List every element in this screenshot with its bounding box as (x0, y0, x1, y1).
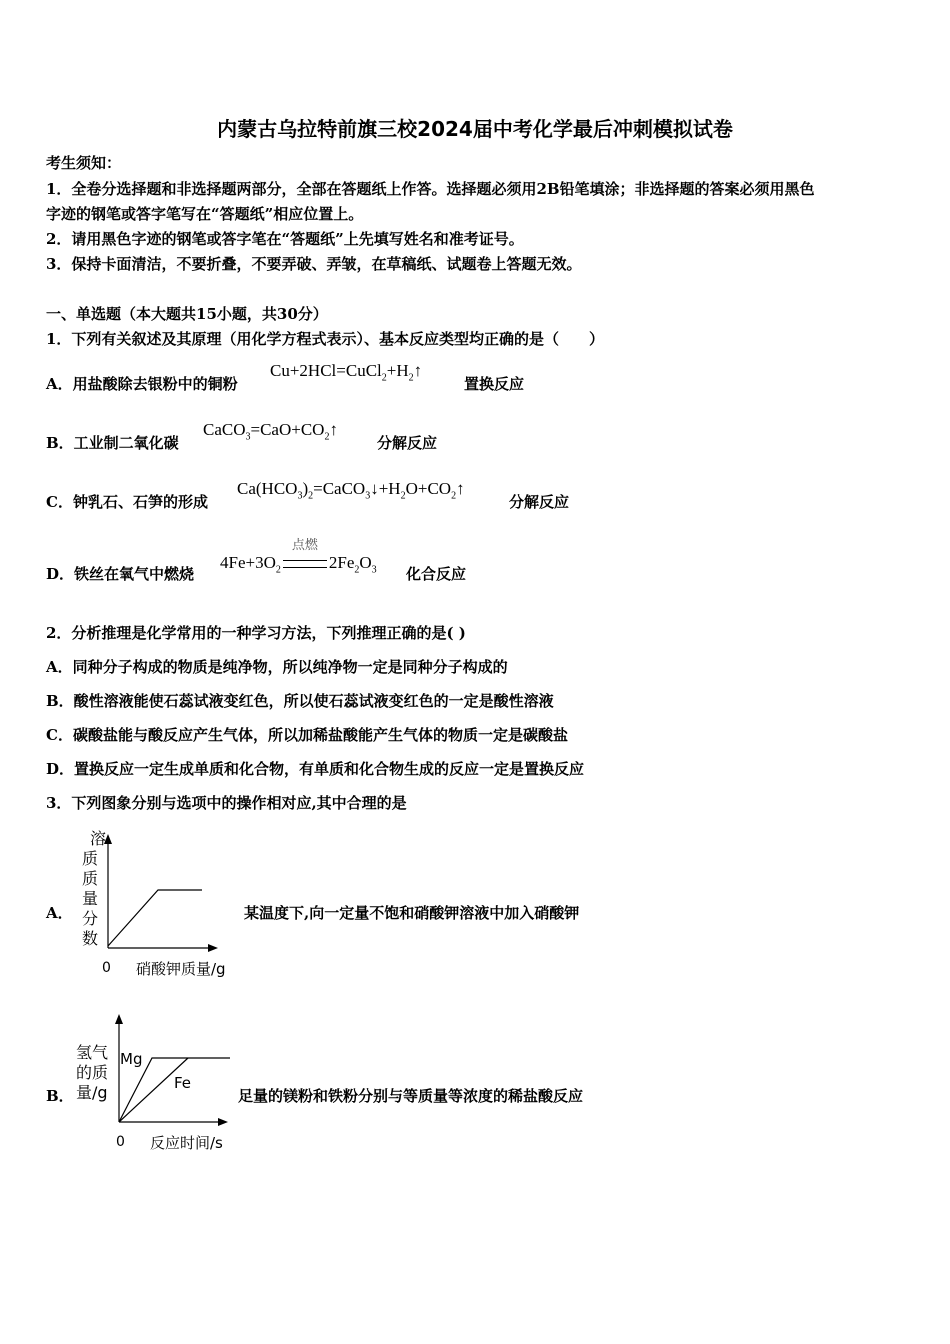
notice-item-2: 2．请用黑色字迹的钢笔或答字笔在“答题纸”上先填写姓名和准考证号。 (46, 230, 524, 248)
q1-option-a-equation: $Cu+2HCl=CuCl_2+H_2↑$ (270, 361, 423, 384)
notice-item-1-cont: 字迹的钢笔或答字笔写在“答题纸”相应位置上。 (46, 205, 364, 223)
q3-option-b-text: 足量的镁粉和铁粉分别与等质量等浓度的稀盐酸反应 (238, 1087, 584, 1105)
graph-a-ylabel-2: 质 (82, 849, 99, 868)
graph-a-ylabel-4: 量 (82, 889, 99, 908)
graph-a-curve (108, 890, 202, 946)
graph-a-ylabel-6: 数 (82, 929, 99, 948)
q3-option-a-letter: A． (46, 904, 73, 922)
q2-option-c: C．碳酸盐能与酸反应产生气体，所以加稀盐酸能产生气体的物质一定是碳酸盐 (46, 726, 568, 744)
page-title: 内蒙古乌拉特前旗三校2024届中考化学最后冲刺模拟试卷 (217, 117, 733, 141)
graph-a-ylabel-5: 分 (82, 909, 99, 928)
graph-b-x-arrow (218, 1118, 228, 1126)
q2-option-a: A．同种分子构成的物质是纯净物，所以纯净物一定是同种分子构成的 (46, 658, 508, 676)
q3-option-b-graph (72, 1008, 238, 1156)
q1-option-c-type: 分解反应 (509, 493, 570, 511)
graph-a-ylabel-3: 质 (82, 869, 99, 888)
q1-option-a-type: 置换反应 (464, 375, 525, 393)
q1-option-b-type: 分解反应 (377, 434, 438, 452)
graph-a-x-arrow (208, 944, 218, 952)
graph-b-y-arrow (115, 1014, 123, 1024)
graph-b-origin: 0 (116, 1134, 125, 1150)
q1-option-a (46, 373, 238, 394)
notice-item-1: 1．全卷分选择题和非选择题两部分，全部在答题纸上作答。选择题必须用2B铅笔填涂；非选择题的答案必须用黑色 (46, 180, 815, 198)
graph-b-ylabel-2: 的质 (76, 1063, 109, 1082)
q2-stem: 2．分析推理是化学常用的一种学习方法，下列推理正确的是( ) (46, 624, 466, 642)
graph-b-ylabel-3: 量/g (76, 1083, 108, 1102)
q2-option-d: D．置换反应一定生成单质和化合物，有单质和化合物生成的反应一定是置换反应 (46, 760, 585, 778)
reaction-condition: 点燃 (283, 553, 327, 573)
notice-heading: 考生须知： (46, 154, 122, 172)
q2-option-b: B．酸性溶液能使石蕊试液变红色，所以使石蕊试液变红色的一定是酸性溶液 (46, 692, 554, 710)
graph-a-xlabel: 硝酸钾质量/g (136, 960, 226, 978)
section-heading: 一、单选题（本大题共15小题，共30分） (46, 305, 328, 323)
q3-stem: 3．下列图象分别与选项中的操作相对应,其中合理的是 (46, 794, 407, 812)
q1-option-b-label: B．工业制二氧化碳 (46, 434, 179, 452)
q1-option-d-equation: $4Fe+3O_2$ 点燃 $2Fe_2O_3$ (220, 538, 377, 576)
q1-option-b-equation: $CaCO_3=CaO+CO_2↑$ (203, 420, 338, 443)
graph-a-ylabel-1: 溶 (90, 829, 107, 848)
q1-option-c-label: C．钟乳石、石笋的形成 (46, 493, 208, 511)
q1-stem: 1．下列有关叙述及其原理（用化学方程式表示）、基本反应类型均正确的是（ ） (46, 330, 604, 348)
q3-option-a-text: 某温度下,向一定量不饱和硝酸钾溶液中加入硝酸钾 (244, 904, 580, 922)
q1-option-d-type: 化合反应 (406, 565, 467, 583)
graph-b-xlabel: 反应时间/s (150, 1134, 223, 1152)
q1-option-c-equation: $Ca(HCO_3)_2=CaCO_3↓+H_2O+CO_2↑$ (237, 479, 465, 502)
graph-b-series-fe: Fe (174, 1074, 192, 1092)
q1-option-d-label: D．铁丝在氧气中燃烧 (46, 565, 195, 583)
graph-b-ylabel-1: 氢气 (76, 1043, 109, 1062)
notice-item-3: 3．保持卡面清洁，不要折叠，不要弄破、弄皱，在草稿纸、试题卷上答题无效。 (46, 255, 582, 273)
graph-b-series-mg: Mg (120, 1050, 143, 1068)
q1-option-a-label: A．用盐酸除去银粉中的铜粉 (46, 375, 238, 393)
q3-option-b-letter: B． (46, 1087, 74, 1105)
q3-option-a-graph (74, 822, 240, 984)
graph-a-origin: 0 (102, 960, 111, 976)
